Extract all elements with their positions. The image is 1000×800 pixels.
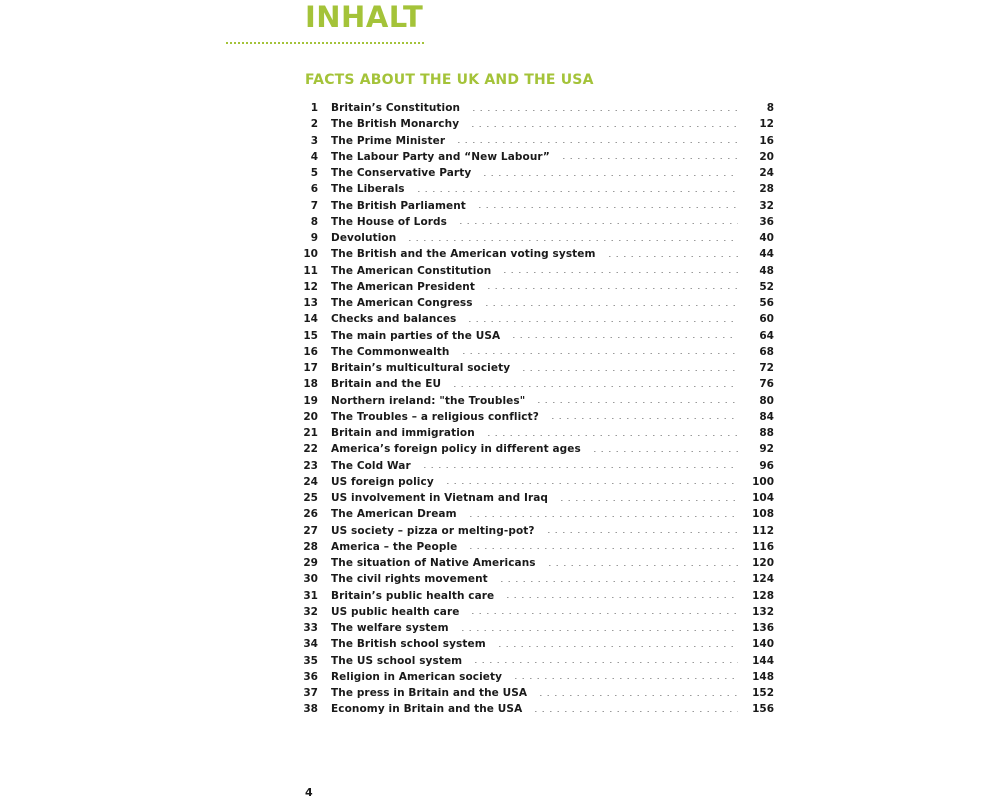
toc-dot-leader (549, 418, 738, 419)
toc-entry-number: 23 (303, 459, 318, 472)
toc-dot-leader (406, 240, 738, 241)
toc-entry[interactable] (300, 376, 774, 392)
toc-entry[interactable] (300, 458, 774, 474)
toc-entry[interactable] (300, 344, 774, 360)
toc-dot-leader (472, 662, 738, 663)
toc-entry-page: 148 (752, 670, 774, 683)
toc-dot-leader (560, 158, 738, 159)
toc-entry-page: 24 (759, 167, 774, 179)
toc-entry-number: 31 (303, 589, 318, 602)
toc-dot-leader (504, 597, 738, 598)
toc-dot-leader (469, 613, 738, 614)
toc-entry-title: The Prime Minister (331, 134, 446, 147)
toc-entry-number: 7 (310, 199, 318, 212)
toc-entry[interactable] (300, 409, 774, 425)
toc-entry-number: 36 (303, 670, 318, 683)
toc-entry-title: US society – pizza or melting-pot? (331, 524, 535, 537)
toc-entry-number: 3 (310, 134, 318, 147)
toc-entry-page: 92 (759, 443, 774, 456)
toc-entry-title: Britain’s multicultural society (331, 362, 511, 374)
toc-entry-title: The Labour Party and “New Labour” (331, 150, 550, 163)
toc-entry-page: 48 (759, 264, 774, 277)
toc-entry-title: Britain’s Constitution (331, 102, 461, 114)
toc-dot-leader (510, 337, 738, 338)
toc-entry-page: 44 (759, 248, 774, 261)
toc-entry-page: 140 (752, 638, 774, 651)
toc-entry-title: US involvement in Vietnam and Iraq (331, 492, 549, 504)
toc-entry-title: The American Dream (331, 508, 457, 521)
toc-entry-number: 8 (310, 215, 318, 228)
toc-entry[interactable] (300, 571, 774, 587)
toc-entry[interactable] (300, 246, 774, 262)
toc-dot-leader (467, 548, 738, 549)
toc-entry[interactable] (300, 474, 774, 490)
toc-entry-page: 68 (759, 345, 774, 358)
toc-entry-number: 6 (310, 183, 318, 196)
toc-entry-title: The US school system (331, 654, 463, 667)
title-dotted-rule (226, 42, 424, 44)
toc-entry[interactable] (300, 198, 774, 214)
toc-entry[interactable] (300, 181, 774, 197)
toc-dot-leader (546, 565, 738, 566)
toc-entry-number: 27 (303, 524, 318, 537)
toc-entry-page: 120 (752, 557, 774, 569)
toc-entry[interactable] (300, 100, 774, 116)
toc-entry[interactable] (300, 539, 774, 555)
toc-entry[interactable] (300, 555, 774, 571)
toc-dot-leader (460, 353, 738, 354)
table-of-contents (300, 100, 774, 718)
toc-entry-title: The Cold War (331, 459, 411, 472)
toc-entry-title: US public health care (331, 605, 460, 618)
toc-entry-number: 4 (310, 150, 318, 163)
toc-entry[interactable] (300, 165, 774, 181)
toc-dot-leader (451, 386, 738, 387)
toc-entry-title: The Commonwealth (331, 345, 450, 358)
toc-entry-title: Britain’s public health care (331, 589, 495, 602)
toc-entry-number: 35 (303, 654, 318, 667)
toc-dot-leader (591, 451, 738, 452)
toc-entry[interactable] (300, 669, 774, 685)
toc-dot-leader (481, 175, 738, 176)
toc-entry-title: Britain and immigration (331, 427, 475, 439)
toc-entry-page: 12 (759, 118, 774, 131)
toc-dot-leader (476, 207, 738, 208)
toc-entry[interactable] (300, 214, 774, 230)
toc-entry-title: The British Parliament (331, 199, 466, 212)
toc-entry[interactable] (300, 441, 774, 457)
toc-entry-title: Northern ireland: "the Troubles" (331, 394, 526, 407)
toc-entry-page: 116 (752, 540, 774, 553)
toc-entry[interactable] (300, 653, 774, 669)
section-heading: FACTS ABOUT THE UK AND THE USA (305, 72, 594, 88)
toc-dot-leader (470, 110, 738, 111)
toc-entry-number: 20 (303, 410, 318, 423)
toc-dot-leader (469, 126, 738, 127)
toc-entry-page: 104 (752, 492, 774, 504)
toc-entry[interactable] (300, 523, 774, 539)
toc-entry-title: The civil rights movement (331, 573, 488, 586)
toc-entry-title: The American President (331, 280, 475, 293)
toc-entry-number: 38 (303, 703, 318, 716)
toc-entry-number: 15 (303, 329, 318, 342)
toc-entry-title: Britain and the EU (331, 378, 442, 391)
toc-entry[interactable] (300, 636, 774, 652)
toc-entry-number: 1 (310, 102, 318, 114)
toc-entry-page: 100 (752, 475, 774, 488)
toc-entry-number: 33 (303, 622, 318, 634)
toc-entry-title: The American Constitution (331, 264, 492, 277)
toc-entry-number: 16 (303, 345, 318, 358)
toc-entry-number: 12 (303, 280, 318, 293)
toc-entry[interactable] (300, 620, 774, 636)
toc-entry-title: The American Congress (331, 297, 473, 309)
toc-dot-leader (421, 467, 738, 468)
toc-dot-leader (537, 695, 738, 696)
toc-entry-number: 11 (303, 264, 318, 277)
toc-entry-page: 76 (759, 378, 774, 391)
toc-dot-leader (466, 321, 738, 322)
toc-entry[interactable] (300, 311, 774, 327)
page-title: INHALT (305, 0, 424, 34)
toc-entry[interactable] (300, 701, 774, 717)
toc-entry[interactable] (300, 328, 774, 344)
toc-dot-leader (457, 223, 738, 224)
toc-entry-page: 72 (759, 362, 774, 374)
toc-entry-page: 28 (759, 183, 774, 196)
toc-dot-leader (483, 305, 738, 306)
toc-dot-leader (545, 532, 738, 533)
toc-entry-page: 80 (759, 394, 774, 407)
toc-entry-page: 16 (759, 134, 774, 147)
toc-dot-leader (467, 516, 738, 517)
toc-entry-number: 22 (303, 443, 318, 456)
toc-entry-page: 56 (759, 297, 774, 309)
toc-entry-page: 112 (752, 524, 774, 537)
toc-entry[interactable] (300, 604, 774, 620)
toc-entry[interactable] (300, 588, 774, 604)
toc-entry-page: 52 (759, 280, 774, 293)
toc-entry-title: The main parties of the USA (331, 329, 501, 342)
toc-dot-leader (485, 435, 738, 436)
toc-entry-title: America’s foreign policy in different ages (331, 443, 581, 456)
toc-entry-page: 32 (759, 199, 774, 212)
toc-entry-number: 10 (303, 248, 318, 261)
toc-entry-title: Economy in Britain and the USA (331, 703, 523, 716)
toc-entry-page: 128 (752, 589, 774, 602)
toc-entry[interactable] (300, 230, 774, 246)
toc-entry-number: 18 (303, 378, 318, 391)
toc-entry-title: The press in Britain and the USA (331, 687, 528, 699)
toc-entry-number: 21 (303, 427, 318, 439)
toc-entry-page: 8 (766, 102, 774, 114)
toc-dot-leader (496, 646, 738, 647)
toc-dot-leader (606, 256, 738, 257)
toc-dot-leader (415, 191, 738, 192)
toc-entry[interactable] (300, 295, 774, 311)
toc-entry[interactable] (300, 149, 774, 165)
toc-dot-leader (485, 288, 738, 289)
toc-entry[interactable] (300, 360, 774, 376)
toc-entry-number: 19 (303, 394, 318, 407)
page-number: 4 (305, 786, 313, 799)
toc-entry-number: 30 (303, 573, 318, 586)
toc-entry-number: 29 (303, 557, 318, 569)
toc-dot-leader (498, 581, 738, 582)
toc-entry-title: The welfare system (331, 622, 449, 634)
toc-entry-number: 2 (310, 118, 318, 131)
toc-entry-title: The Conservative Party (331, 167, 472, 179)
toc-entry[interactable] (300, 279, 774, 295)
toc-entry-number: 26 (303, 508, 318, 521)
toc-entry-title: America – the People (331, 540, 458, 553)
toc-entry[interactable] (300, 133, 774, 149)
toc-entry-title: Checks and balances (331, 313, 457, 326)
toc-entry-page: 60 (759, 313, 774, 326)
toc-entry-number: 24 (303, 475, 318, 488)
toc-entry[interactable] (300, 116, 774, 132)
toc-entry-title: The House of Lords (331, 215, 448, 228)
toc-dot-leader (512, 678, 738, 679)
toc-dot-leader (532, 711, 738, 712)
toc-entry-number: 37 (303, 687, 318, 699)
toc-dot-leader (501, 272, 738, 273)
toc-entry-number: 28 (303, 540, 318, 553)
toc-dot-leader (520, 370, 738, 371)
toc-entry-page: 64 (759, 329, 774, 342)
toc-dot-leader (455, 142, 738, 143)
toc-entry-title: The British and the American voting system (331, 248, 596, 261)
toc-entry-title: Devolution (331, 232, 397, 244)
toc-entry-page: 40 (759, 232, 774, 244)
toc-entry-page: 136 (752, 622, 774, 634)
toc-entry-page: 152 (752, 687, 774, 699)
toc-entry-number: 9 (310, 232, 318, 244)
toc-entry-page: 156 (752, 703, 774, 716)
toc-entry-number: 17 (303, 362, 318, 374)
toc-entry-title: Religion in American society (331, 670, 503, 683)
toc-dot-leader (558, 500, 738, 501)
toc-entry-number: 25 (303, 492, 318, 504)
toc-dot-leader (535, 402, 738, 403)
toc-entry-title: The British Monarchy (331, 118, 460, 131)
toc-entry-title: The British school system (331, 638, 486, 651)
toc-entry-title: The Troubles – a religious conflict? (331, 410, 539, 423)
toc-entry-title: The situation of Native Americans (331, 557, 536, 569)
toc-dot-leader (459, 630, 738, 631)
toc-entry-page: 88 (759, 427, 774, 439)
toc-entry[interactable] (300, 263, 774, 279)
toc-entry-page: 84 (759, 410, 774, 423)
toc-entry-page: 36 (759, 215, 774, 228)
toc-dot-leader (444, 483, 738, 484)
toc-entry-page: 144 (752, 654, 774, 667)
toc-entry-number: 5 (310, 167, 318, 179)
toc-entry-number: 14 (303, 313, 318, 326)
toc-entry-page: 132 (752, 605, 774, 618)
toc-entry[interactable] (300, 490, 774, 506)
toc-entry-number: 32 (303, 605, 318, 618)
toc-entry-page: 108 (752, 508, 774, 521)
toc-entry[interactable] (300, 393, 774, 409)
toc-entry-title: The Liberals (331, 183, 405, 196)
toc-entry[interactable] (300, 685, 774, 701)
toc-entry-number: 34 (303, 638, 318, 651)
toc-entry[interactable] (300, 425, 774, 441)
toc-entry-title: US foreign policy (331, 475, 434, 488)
toc-entry-number: 13 (303, 297, 318, 309)
toc-entry-page: 20 (759, 150, 774, 163)
toc-entry-page: 124 (752, 573, 774, 586)
toc-entry-page: 96 (759, 459, 774, 472)
toc-entry[interactable] (300, 506, 774, 522)
